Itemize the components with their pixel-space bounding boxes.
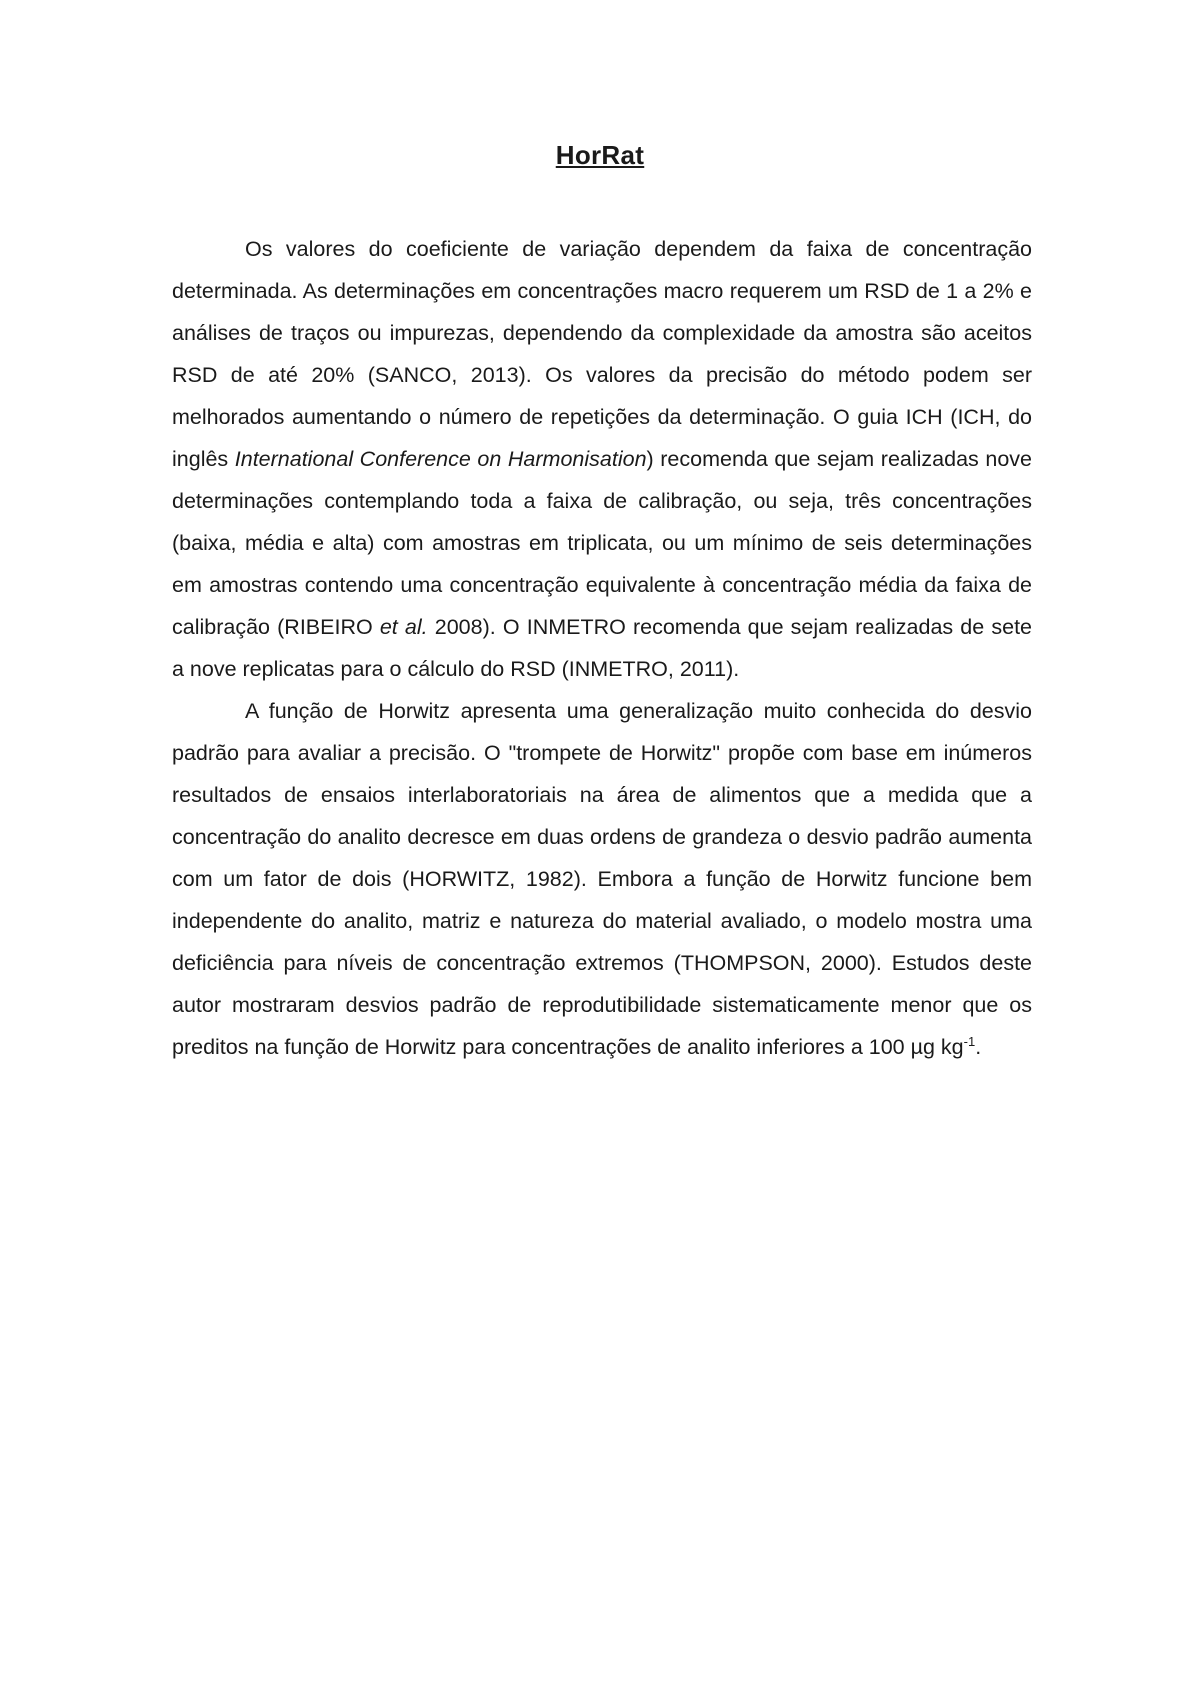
superscript-text-run: -1 bbox=[963, 1034, 976, 1049]
text-run: ) recomenda que sejam realizadas nove determinações contemplando toda a faixa de calibração, ou seja, três concentrações (baixa, média e alta) com amostras em triplicata, ou um mínimo de seis determinações em amostras contendo uma concentração equivalente à concentração média da faixa de calibração (RIBEIRO bbox=[172, 447, 1032, 639]
text-run: . bbox=[975, 1035, 982, 1059]
document-title: HorRat bbox=[555, 140, 645, 170]
paragraph-1 bbox=[172, 228, 1032, 690]
text-run: 2008). O INMETRO recomenda que sejam realizadas de sete a nove replicatas para o cálculo do RSD (INMETRO, 2011). bbox=[172, 615, 1032, 681]
document-body bbox=[172, 228, 1032, 1068]
paragraph-2 bbox=[172, 690, 1032, 1068]
italic-text-run: et al. bbox=[379, 615, 428, 639]
italic-text-run: International Conference on Harmonisation bbox=[234, 447, 647, 471]
text-run: Os valores do coeficiente de variação dependem da faixa de concentração determinada. As determinações em concentrações macro requerem um RSD de 1 a 2% e análises de traços ou impurezas, dependendo da complexidade da amostra são aceitos RSD de até 20% (SANCO, 2013). Os valores da precisão do método podem ser melhorados aumentando o número de repetições da determinação. O guia ICH (ICH, do inglês bbox=[172, 237, 1032, 471]
text-run: A função de Horwitz apresenta uma generalização muito conhecida do desvio padrão para avaliar a precisão. O "trompete de Horwitz" propõe com base em inúmeros resultados de ensaios interlaboratoriais na área de alimentos que a medida que a concentração do analito decresce em duas ordens de grandeza o desvio padrão aumenta com um fator de dois (HORWITZ, 1982). Embora a função de Horwitz funcione bem independente do analito, matriz e natureza do material avaliado, o modelo mostra uma deficiência para níveis de concentração extremos (THOMPSON, 2000). Estudos deste autor mostraram desvios padrão de reprodutibilidade sistematicamente menor que os preditos na função de Horwitz para concentrações de analito inferiores a 100 µg kg bbox=[172, 699, 1032, 1059]
